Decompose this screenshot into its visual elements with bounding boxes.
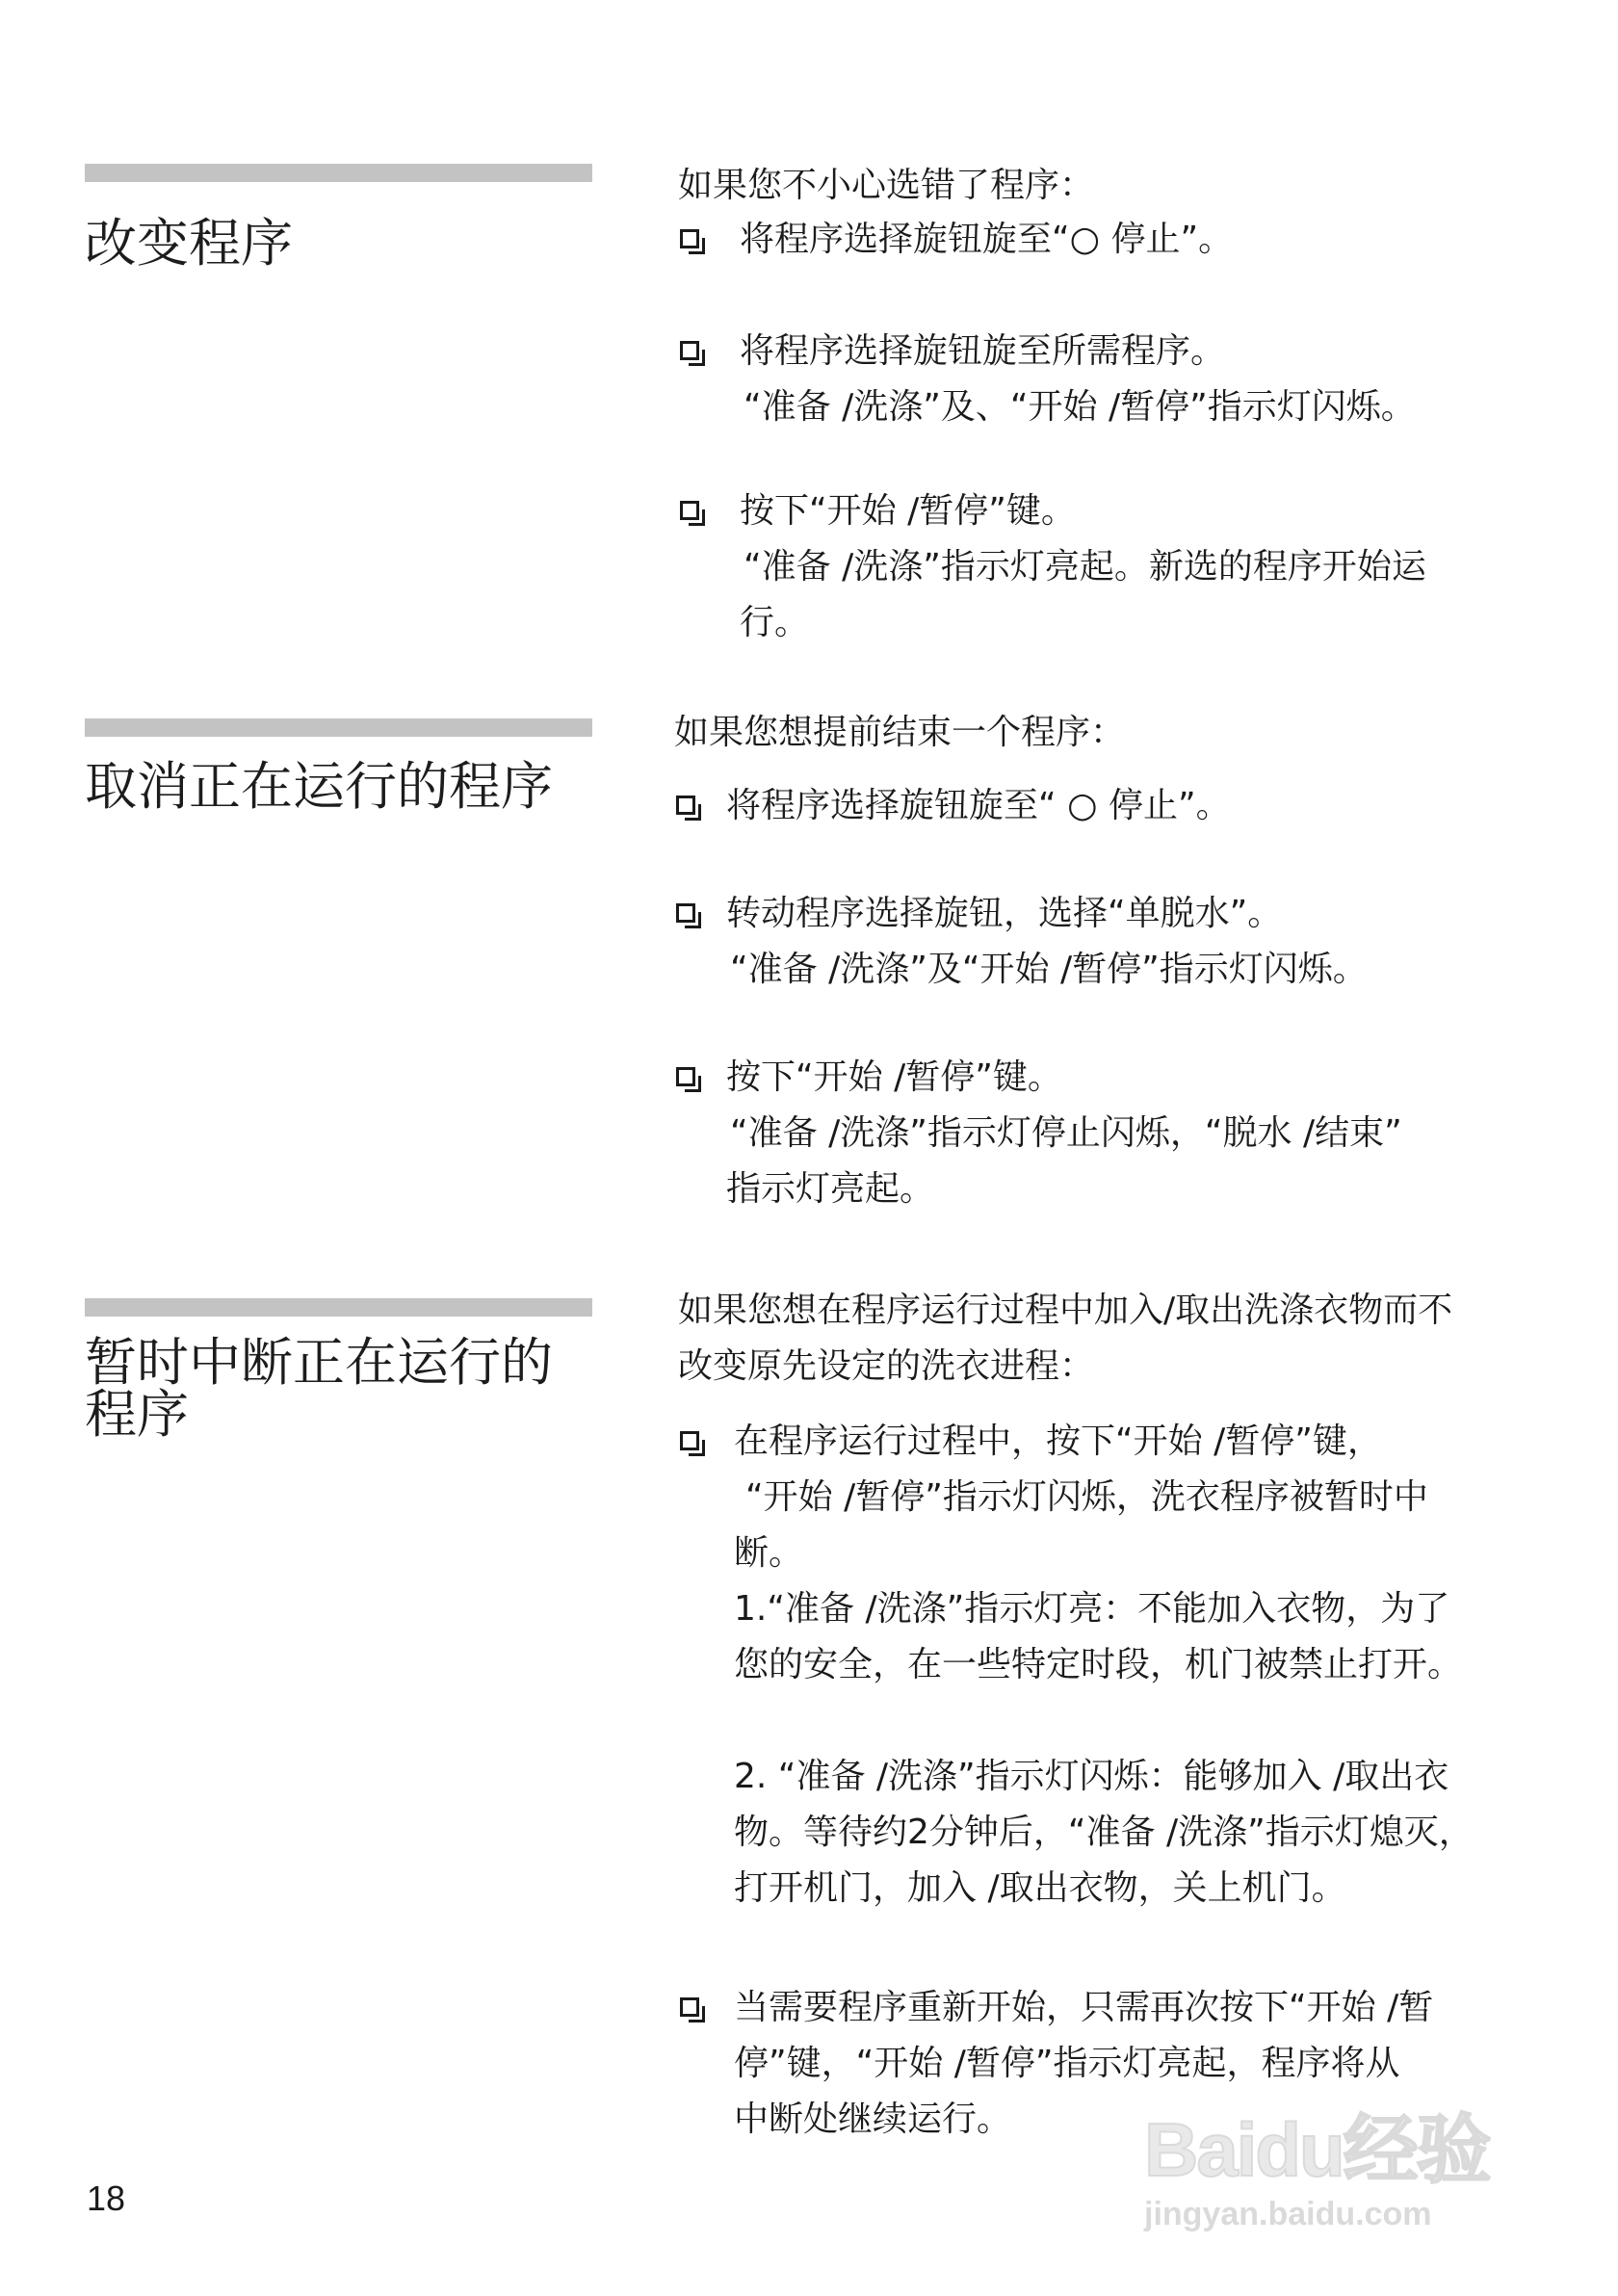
checklist-item: 将程序选择旋钮旋至“○ 停止”。 — [678, 212, 1545, 268]
section-title-change-program: 改变程序 — [85, 213, 293, 274]
checkbox-icon — [680, 341, 699, 360]
checkbox-icon — [680, 1431, 699, 1450]
section-divider-bar — [85, 718, 592, 737]
note-paragraph: 1.“准备 /洗涤”指示灯亮：不能加入衣物，为了 您的安全，在一些特定时段，机门被禁止打开。 — [734, 1589, 1463, 1684]
checklist-item: 按下“开始 /暂停”键。 “准备 /洗涤”指示灯亮起。新选的程序开始运 行。 — [678, 483, 1545, 651]
checkbox-icon — [680, 501, 699, 520]
watermark-logo: Baidu经验 — [1144, 2107, 1490, 2192]
checkbox-icon — [676, 1067, 695, 1086]
section-intro: 如果您不小心选错了程序： — [678, 166, 1095, 205]
checklist-item: 按下“开始 /暂停”键。 “准备 /洗涤”指示灯停止闪烁，“脱水 /结束” 指示灯亮起。 — [674, 1050, 1541, 1217]
baidu-watermark — [1125, 2090, 1529, 2263]
checklist-item: 将程序选择旋钮旋至所需程序。 “准备 /洗涤”及、“开始 /暂停”指示灯闪烁。 — [678, 324, 1545, 435]
note-paragraph: 2. “准备 /洗涤”指示灯闪烁：能够加入 /取出衣 物。等待约2分钟后，“准备 /洗涤”指示灯熄灭， 打开机门，加入 /取出衣物，关上机门。 — [734, 1757, 1474, 1908]
checklist-item: 转动程序选择旋钮，选择“单脱水”。 “准备 /洗涤”及“开始 /暂停”指示灯闪烁。 — [674, 886, 1541, 998]
checkbox-icon — [676, 796, 695, 815]
section-divider-bar — [85, 164, 592, 182]
page-number: 18 — [87, 2179, 126, 2218]
section-title-pause-program: 暂时中断正在运行的 程序 — [85, 1332, 553, 1445]
section-divider-bar — [85, 1298, 592, 1317]
section-intro: 如果您想在程序运行过程中加入/取出洗涤衣物而不 改变原先设定的洗衣进程： — [678, 1291, 1453, 1386]
checklist-item: 当需要程序重新开始，只需再次按下“开始 /暂 停”键，“开始 /暂停”指示灯亮起，程序将从 中断处继续运行。 — [678, 1980, 1545, 2148]
checklist-item: 在程序运行过程中，按下“开始 /暂停”键， “开始 /暂停”指示灯闪烁，洗衣程序被暂时中 断。 — [678, 1414, 1545, 1581]
checklist-item: 将程序选择旋钮旋至“ ○ 停止”。 — [674, 778, 1541, 834]
section-intro: 如果您想提前结束一个程序： — [674, 713, 1126, 752]
checkbox-icon — [676, 903, 695, 923]
watermark-url: jingyan.baidu.com — [1144, 2196, 1432, 2232]
section-title-cancel-program: 取消正在运行的程序 — [85, 756, 553, 817]
checkbox-icon — [680, 229, 699, 248]
checkbox-icon — [680, 1997, 699, 2017]
